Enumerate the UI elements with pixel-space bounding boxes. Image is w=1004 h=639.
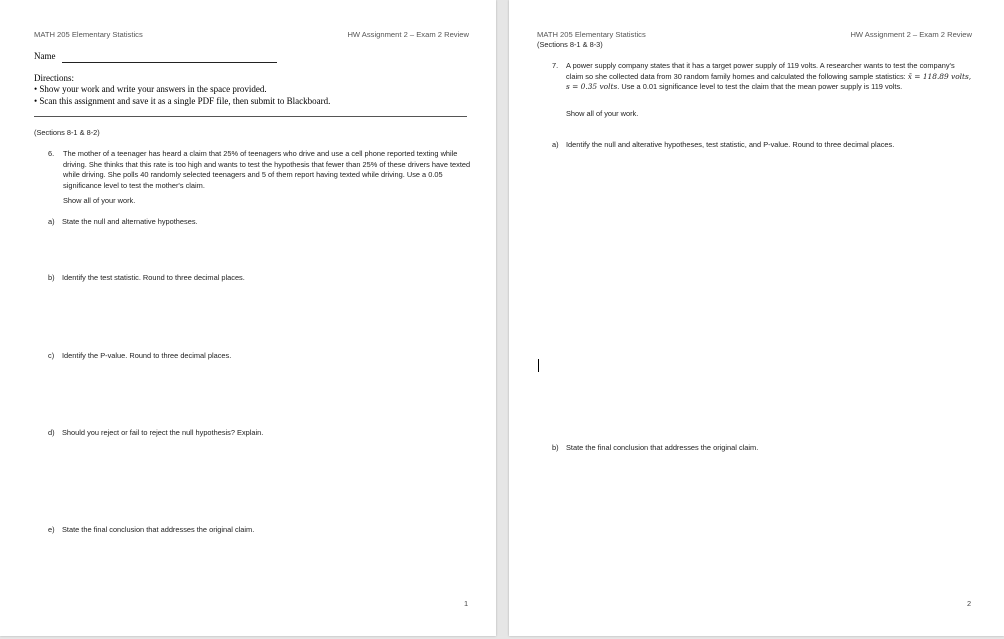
document-page-2 bbox=[509, 0, 1004, 636]
part-label: a) bbox=[48, 217, 55, 226]
part-label: c) bbox=[48, 351, 55, 360]
show-work-note: Show all of your work. bbox=[566, 109, 639, 118]
problem-number: 6. bbox=[48, 149, 55, 158]
question-part-d bbox=[48, 428, 263, 437]
direction-item: • Show your work and write your answers in the space provided. bbox=[34, 84, 267, 94]
part-label: b) bbox=[48, 273, 55, 282]
part-text: Identify the P-value. Round to three decimal places. bbox=[62, 351, 232, 360]
question-part-a bbox=[48, 217, 198, 226]
header-course-title: MATH 205 Elementary Statistics bbox=[537, 30, 646, 39]
problem-text bbox=[566, 61, 972, 93]
part-text: State the final conclusion that addresses the original claim. bbox=[62, 525, 255, 534]
document-page-1 bbox=[0, 0, 496, 636]
problem-text-part: A power supply company states that it has a target power supply of 119 volts. A researcher wants to test the company's claim so she collected data from 30 random family homes and calculated the following sample statistics: bbox=[566, 61, 955, 81]
question-part-b bbox=[48, 273, 245, 282]
part-text: State the null and alternative hypotheses. bbox=[62, 217, 198, 226]
sample-statistics: x̄ = 118.89 volts, s = 0.35 volts bbox=[566, 71, 972, 92]
problem-text: The mother of a teenager has heard a claim that 25% of teenagers who drive and use a cell phone reported texting while driving. She thinks that this rate is too high and wants to test the hypothesis that fewer than 25% of these drivers have texted while driving. She polls 40 randomly selected teenagers and 5 of them report having texted while driving. Use a 0.05 significance level to test the mother's claim. bbox=[63, 149, 471, 190]
text-cursor[interactable] bbox=[538, 359, 539, 372]
problem-number: 7. bbox=[552, 61, 559, 70]
header-assignment-title: HW Assignment 2 – Exam 2 Review bbox=[347, 30, 469, 39]
header-course-title: MATH 205 Elementary Statistics bbox=[34, 30, 143, 39]
directions-title: Directions: bbox=[34, 73, 74, 83]
page-number: 2 bbox=[967, 599, 972, 608]
direction-item: • Scan this assignment and save it as a single PDF file, then submit to Blackboard. bbox=[34, 96, 331, 106]
page-number: 1 bbox=[464, 599, 469, 608]
problem-text-part: . Use a 0.01 significance level to test the claim that the mean power supply is 119 volts. bbox=[617, 82, 903, 92]
show-work-note: Show all of your work. bbox=[63, 196, 136, 205]
divider bbox=[34, 116, 467, 117]
question-part-a bbox=[552, 140, 894, 149]
question-part-c bbox=[48, 351, 231, 360]
name-line bbox=[62, 62, 277, 63]
part-text: Identify the null and alterative hypotheses, test statistic, and P-value. Round to three decimal places. bbox=[566, 140, 895, 149]
part-text: Identify the test statistic. Round to three decimal places. bbox=[62, 273, 245, 282]
part-label: a) bbox=[552, 140, 559, 149]
part-label: b) bbox=[552, 443, 559, 452]
section-label: (Sections 8-1 & 8-3) bbox=[537, 40, 603, 49]
question-part-e bbox=[48, 525, 254, 534]
part-label: e) bbox=[48, 525, 55, 534]
name-label: Name bbox=[34, 51, 56, 61]
part-label: d) bbox=[48, 428, 55, 437]
question-part-b bbox=[552, 443, 758, 452]
section-label: (Sections 8-1 & 8-2) bbox=[34, 128, 100, 137]
part-text: Should you reject or fail to reject the null hypothesis? Explain. bbox=[62, 428, 264, 437]
part-text: State the final conclusion that addresses the original claim. bbox=[566, 443, 759, 452]
header-assignment-title: HW Assignment 2 – Exam 2 Review bbox=[850, 30, 972, 39]
